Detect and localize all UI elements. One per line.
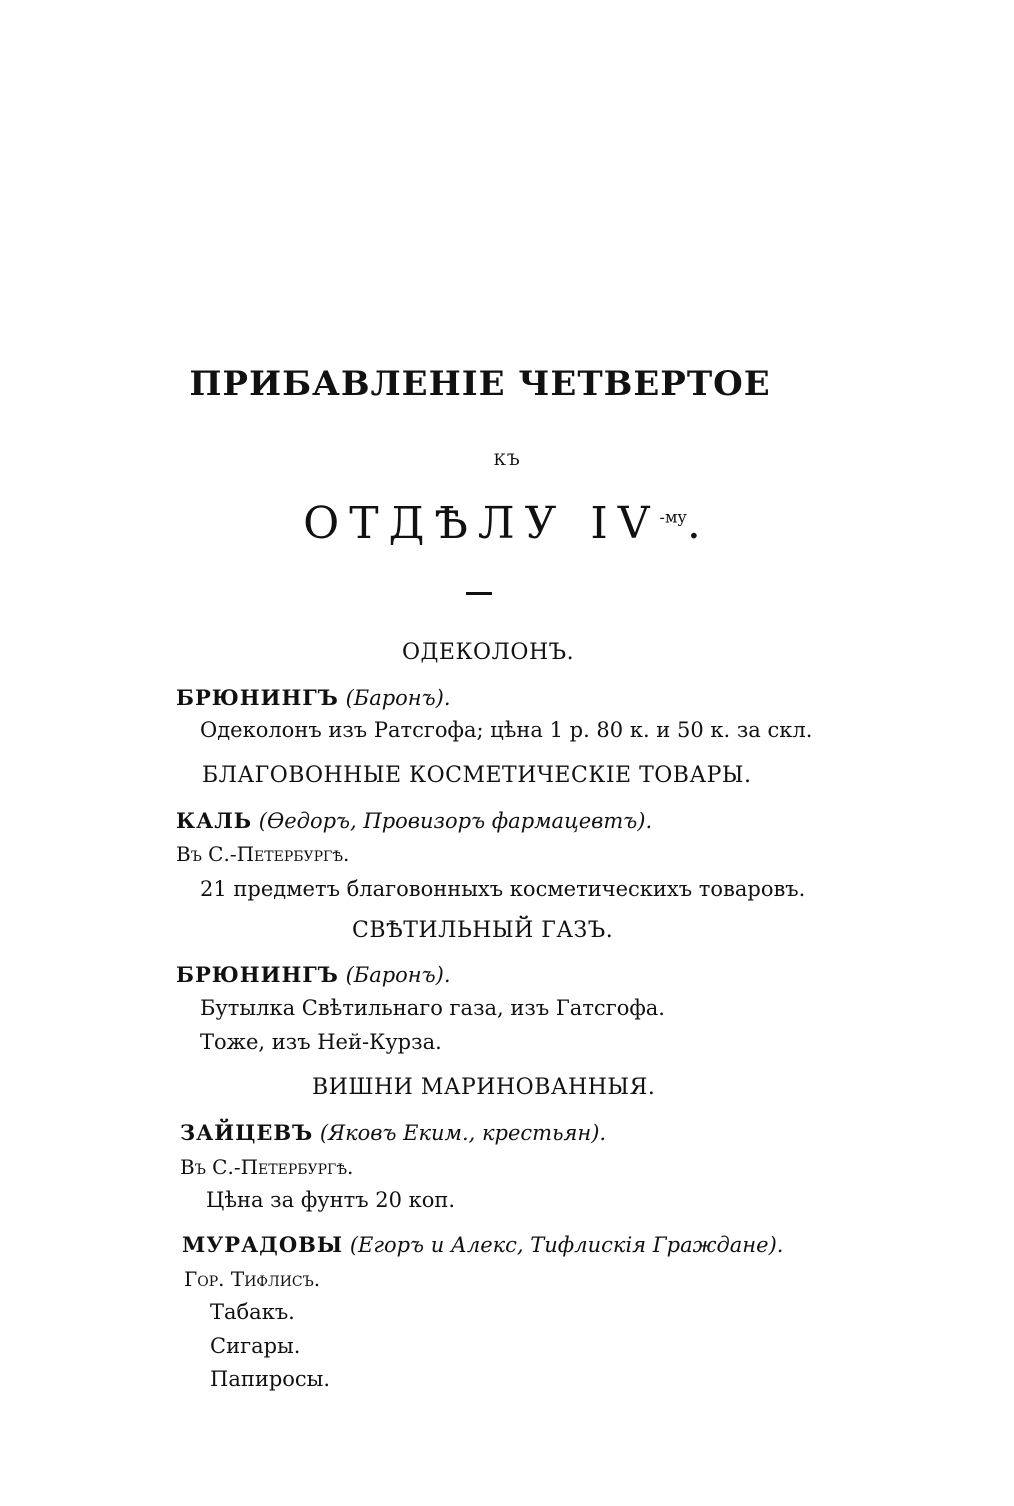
place-line: Въ С.-Петербургѣ. [176,842,350,866]
exhibitor-name: БРЮНИНГЪ [176,962,339,987]
exhibitor-info: (Ѳедоръ, Провизоръ фармацевтъ). [258,809,653,833]
item-line: 21 предметъ благовонныхъ косметическихъ товаровъ. [200,877,806,901]
section-title-text: ОТДѢЛУ IV [303,498,660,549]
page-title: ПРИБАВЛЕНІЕ ЧЕТВЕРТОЕ [189,364,771,404]
item-line: Табакъ. [210,1300,295,1324]
place-line: Въ С.-Петербургѣ. [180,1155,354,1179]
section-heading: СВѢТИЛЬНЫЙ ГАЗЪ. [352,918,614,943]
exhibitor-entry [176,808,652,833]
title-preposition: КЪ [493,450,521,469]
section-title-suffix: -му [659,507,687,527]
item-line: Цѣна за фунтъ 20 коп. [206,1188,456,1212]
exhibitor-info: (Баронъ). [345,963,451,987]
exhibitor-info: (Баронъ). [345,686,451,710]
section-heading: БЛАГОВОННЫЕ КОСМЕТИЧЕСКІЕ ТОВАРЫ. [202,763,752,788]
section-heading: ВИШНИ МАРИНОВАННЫЯ. [312,1075,656,1100]
section-title-end: . [686,498,711,549]
item-line: Бутылка Свѣтильнаго газа, изъ Гатсгофа. [200,996,665,1020]
exhibitor-entry [180,1120,606,1145]
exhibitor-name: БРЮНИНГЪ [176,685,339,710]
section-title [0,498,1014,549]
place-line: Гор. Тифлисъ. [184,1267,321,1291]
exhibitor-name: МУРАДОВЫ [182,1232,344,1257]
exhibitor-name: ЗАЙЦЕВЪ [180,1120,314,1145]
section-heading: ОДЕКОЛОНЪ. [402,640,575,665]
exhibitor-info: (Егоръ и Алекс, Тифлискія Граждане). [349,1233,784,1257]
item-line: Папиросы. [210,1367,331,1391]
exhibitor-entry [176,685,451,710]
exhibitor-entry [182,1232,783,1257]
item-line: Тоже, изъ Ней-Курза. [200,1030,442,1054]
item-line: Сигары. [210,1334,301,1358]
divider-rule [466,592,492,595]
item-line: Одеколонъ изъ Ратсгофа; цѣна 1 р. 80 к. и 50 к. за скл. [200,718,813,742]
exhibitor-entry [176,962,451,987]
exhibitor-name: КАЛЬ [176,808,253,833]
exhibitor-info: (Яковъ Еким., крестьян). [319,1121,607,1145]
